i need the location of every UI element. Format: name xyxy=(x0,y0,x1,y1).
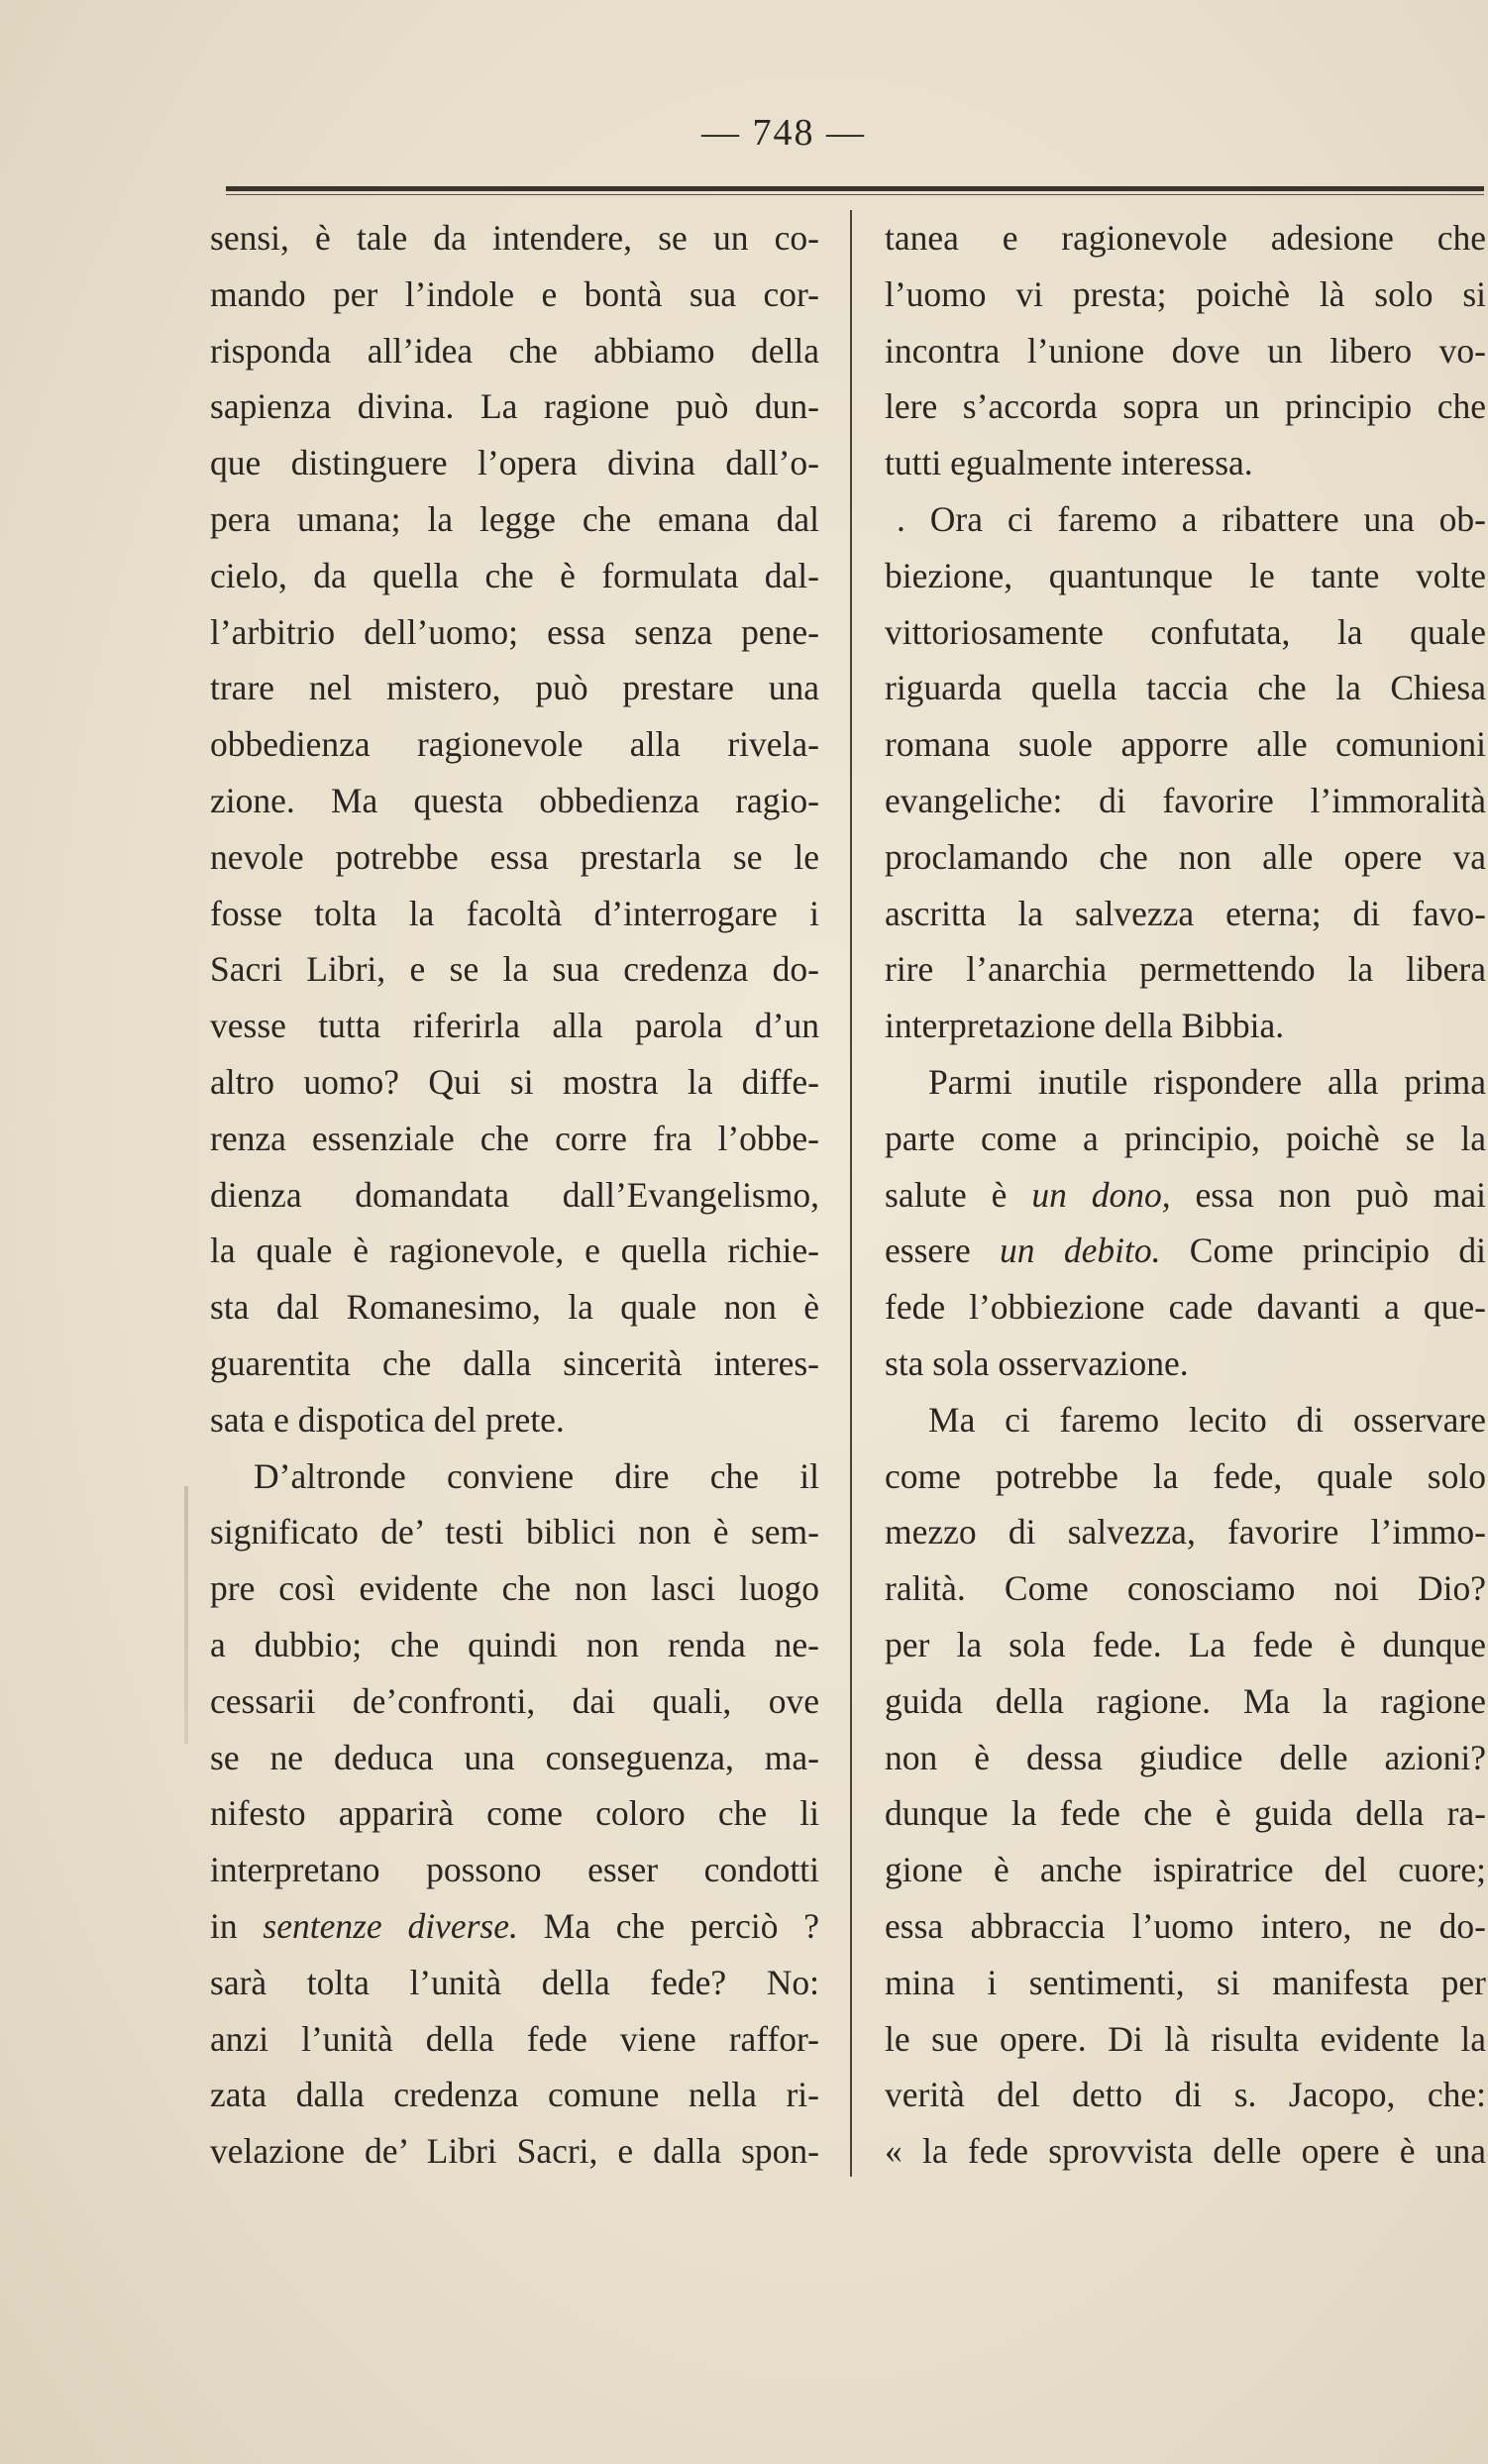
text-line: pre così evidente che non lasci luogo xyxy=(210,1568,819,1609)
text-line: guarentita che dalla sincerità interes- xyxy=(210,1342,819,1383)
text-line: nevole potrebbe essa prestarla se le xyxy=(210,836,819,877)
text-line: sata e dispotica del prete. xyxy=(210,1399,565,1440)
text-segment: Come principio di xyxy=(1160,1231,1486,1271)
text-line: essa abbraccia l’uomo intero, ne do- xyxy=(885,1905,1486,1946)
text-line: verità del detto di s. Jacopo, che: xyxy=(885,2075,1486,2115)
text-line: obbedienza ragionevole alla rivela- xyxy=(210,724,819,765)
text-line: rire l’anarchia permettendo la libera xyxy=(885,949,1486,990)
italic-phrase: sentenze diverse. xyxy=(263,1905,518,1946)
text-line: interpretazione della Bibbia. xyxy=(885,1006,1285,1046)
left-column xyxy=(210,210,819,2180)
text-line: renza essenziale che corre fra l’obbe- xyxy=(210,1118,819,1158)
text-line: sta dal Romanesimo, la quale non è xyxy=(210,1287,819,1328)
text-line: anzi l’unità della fede viene raffor- xyxy=(210,2018,819,2059)
margin-mark xyxy=(184,1486,188,1744)
text-line: zata dalla credenza comune nella ri- xyxy=(210,2075,819,2115)
text-line: sarà tolta l’unità della fede? No: xyxy=(210,1962,819,2002)
text-line: sapienza divina. La ragione può dun- xyxy=(210,386,819,427)
text-line: Ma ci faremo lecito di osservare xyxy=(928,1399,1486,1440)
text-line: tutti egualmente interessa. xyxy=(885,443,1253,483)
text-segment: salute è xyxy=(885,1174,1032,1215)
text-line: cessarii de’confronti, dai quali, ove xyxy=(210,1680,819,1721)
text-segment: essere xyxy=(885,1231,1001,1271)
text-line: altro uomo? Qui si mostra la diffe- xyxy=(210,1061,819,1102)
text-line: non è dessa giudice delle azioni? xyxy=(885,1737,1486,1777)
text-line: cielo, da quella che è formulata dal- xyxy=(210,555,819,595)
text-line: risponda all’idea che abbiamo della xyxy=(210,330,819,371)
text-line: sensi, è tale da intendere, se un co- xyxy=(210,218,819,258)
text-line: gione è anche ispiratrice del cuore; xyxy=(885,1850,1486,1890)
text-line: que distinguere l’opera divina dall’o- xyxy=(210,443,819,483)
header-rule xyxy=(226,186,1484,191)
column-divider xyxy=(850,210,852,2177)
text-line: interpretano possono esser condotti xyxy=(210,1850,819,1890)
page-number: — 748 — xyxy=(701,112,866,154)
text-segment: in xyxy=(210,1905,264,1946)
text-line: ralità. Come conosciamo noi Dio? xyxy=(885,1568,1486,1609)
italic-phrase: un dono, xyxy=(1031,1174,1171,1215)
text-line: la quale è ragionevole, e quella richie- xyxy=(210,1231,819,1271)
text-line: a dubbio; che quindi non renda ne- xyxy=(210,1624,819,1664)
text-segment: essa non può mai xyxy=(1170,1174,1486,1215)
text-line: dunque la fede che è guida della ra- xyxy=(885,1793,1486,1834)
text-line xyxy=(885,1223,1486,1279)
text-line xyxy=(210,1898,819,1955)
text-line: biezione, quantunque le tante volte xyxy=(885,555,1486,595)
text-line: fede l’obbiezione cade davanti a que- xyxy=(885,1287,1486,1328)
text-line: parte come a principio, poichè se la xyxy=(885,1118,1486,1158)
text-line: mina i sentimenti, si manifesta per xyxy=(885,1962,1486,2002)
text-line xyxy=(885,1167,1486,1224)
text-line: tanea e ragionevole adesione che xyxy=(885,218,1486,258)
text-line: trare nel mistero, può prestare una xyxy=(210,668,819,708)
text-line: evangeliche: di favorire l’immoralità xyxy=(885,780,1486,820)
text-line: Parmi inutile rispondere alla prima xyxy=(928,1061,1486,1102)
text-line: « la fede sprovvista delle opere è una xyxy=(885,2131,1486,2172)
text-line: nifesto apparirà come coloro che li xyxy=(210,1793,819,1834)
header-rule-thin xyxy=(226,194,1484,195)
text-line: zione. Ma questa obbedienza ragio- xyxy=(210,780,819,820)
text-line: romana suole apporre alle comunioni xyxy=(885,724,1486,765)
text-line: sta sola osservazione. xyxy=(885,1342,1189,1383)
text-line: pera umana; la legge che emana dal xyxy=(210,498,819,539)
text-line: ascritta la salvezza eterna; di favo- xyxy=(885,893,1486,933)
text-line: l’arbitrio dell’uomo; essa senza pene- xyxy=(210,611,819,652)
text-line: mezzo di salvezza, favorire l’immo- xyxy=(885,1512,1486,1553)
text-line: le sue opere. Di là risulta evidente la xyxy=(885,2018,1486,2059)
text-line: per la sola fede. La fede è dunque xyxy=(885,1624,1486,1664)
text-line: . Ora ci faremo a ribattere una ob- xyxy=(897,498,1486,539)
text-line: dienza domandata dall’Evangelismo, xyxy=(210,1174,819,1215)
text-line: fosse tolta la facoltà d’interrogare i xyxy=(210,893,819,933)
text-line: velazione de’ Libri Sacri, e dalla spon- xyxy=(210,2131,819,2172)
text-line: guida della ragione. Ma la ragione xyxy=(885,1680,1486,1721)
text-line: proclamando che non alle opere va xyxy=(885,836,1486,877)
text-line: D’altronde conviene dire che il xyxy=(254,1455,819,1496)
text-line: lere s’accorda sopra un principio che xyxy=(885,386,1486,427)
text-line: se ne deduca una conseguenza, ma- xyxy=(210,1737,819,1777)
italic-phrase: un debito. xyxy=(1000,1231,1161,1271)
text-line: vesse tutta riferirla alla parola d’un xyxy=(210,1006,819,1046)
text-line: come potrebbe la fede, quale solo xyxy=(885,1455,1486,1496)
text-line: mando per l’indole e bontà sua cor- xyxy=(210,273,819,314)
text-line: vittoriosamente confutata, la quale xyxy=(885,611,1486,652)
text-line: Sacri Libri, e se la sua credenza do- xyxy=(210,949,819,990)
right-column xyxy=(885,210,1486,2180)
text-line: significato de’ testi biblici non è sem- xyxy=(210,1512,819,1553)
text-line: riguarda quella taccia che la Chiesa xyxy=(885,668,1486,708)
text-line: incontra l’unione dove un libero vo- xyxy=(885,330,1486,371)
text-line: l’uomo vi presta; poichè là solo si xyxy=(885,273,1486,314)
text-segment: Ma che perciò ? xyxy=(517,1905,819,1946)
